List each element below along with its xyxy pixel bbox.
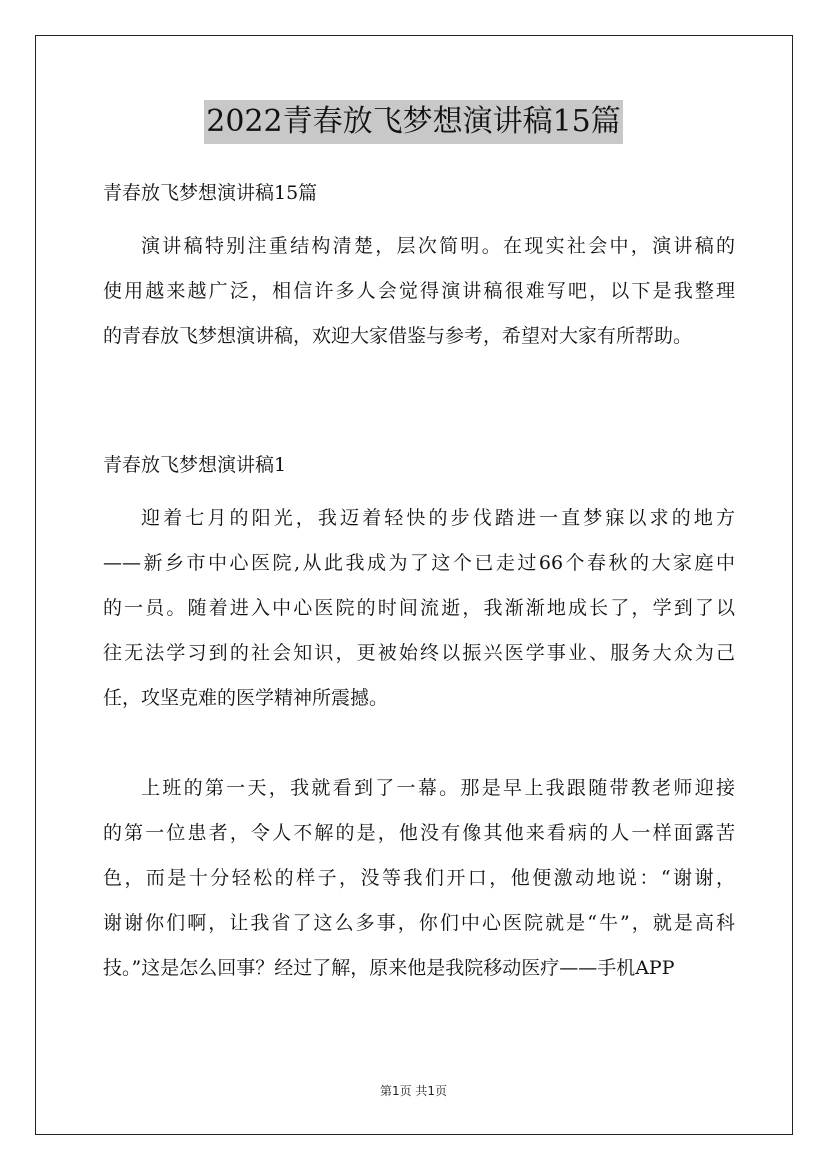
page-footer xyxy=(0,1082,827,1099)
section-heading: 青春放飞梦想演讲稿1 xyxy=(103,454,287,476)
intro-line: 的青春放飞梦想演讲稿，欢迎大家借鉴与参考，希望对大家有所帮助。 xyxy=(103,325,693,347)
intro-paragraph-block xyxy=(103,224,735,359)
paragraph-2 xyxy=(103,766,735,991)
intro-paragraph xyxy=(103,224,735,359)
page-number: 第1页 共1页 xyxy=(379,1084,448,1098)
paragraph-line: 技。”这是怎么回事？经过了解，原来他是我院移动医疗——手机APP xyxy=(103,957,675,979)
paragraph-line: 的第一位患者，令人不解的是，他没有像其他来看病的人一样面露苦 xyxy=(103,822,735,844)
paragraph-line: 谢谢你们啊，让我省了这么多事，你们中心医院就是“牛”，就是高科 xyxy=(103,912,735,934)
document-title: 2022青春放飞梦想演讲稿15篇 xyxy=(204,100,623,144)
paragraph-line: 任，攻坚克难的医学精神所震撼。 xyxy=(103,687,389,709)
subtitle-block xyxy=(103,178,735,208)
paragraph-line: ——新乡市中心医院,从此我成为了这个已走过66个春秋的大家庭中 xyxy=(103,552,735,574)
paragraph-line: 迎着七月的阳光，我迈着轻快的步伐踏进一直梦寐以求的地方 xyxy=(141,507,735,529)
paragraph-1 xyxy=(103,496,735,721)
paragraph-line: 的一员。随着进入中心医院的时间流逝，我渐渐地成长了，学到了以 xyxy=(103,597,735,619)
paragraph-2-block xyxy=(103,766,735,991)
paragraph-line: 色，而是十分轻松的样子，没等我们开口，他便激动地说：“谢谢， xyxy=(103,867,735,889)
paragraph-line: 往无法学习到的社会知识，更被始终以振兴医学事业、服务大众为己 xyxy=(103,642,735,664)
intro-line: 使用越来越广泛，相信许多人会觉得演讲稿很难写吧，以下是我整理 xyxy=(103,280,735,302)
document-subtitle: 青春放飞梦想演讲稿15篇 xyxy=(103,182,318,204)
intro-line: 演讲稿特别注重结构清楚，层次简明。在现实社会中，演讲稿的 xyxy=(141,235,735,257)
paragraph-1-block xyxy=(103,496,735,721)
title-container xyxy=(0,100,827,144)
paragraph-line: 上班的第一天，我就看到了一幕。那是早上我跟随带教老师迎接 xyxy=(141,777,735,799)
section-heading-block xyxy=(103,450,735,480)
